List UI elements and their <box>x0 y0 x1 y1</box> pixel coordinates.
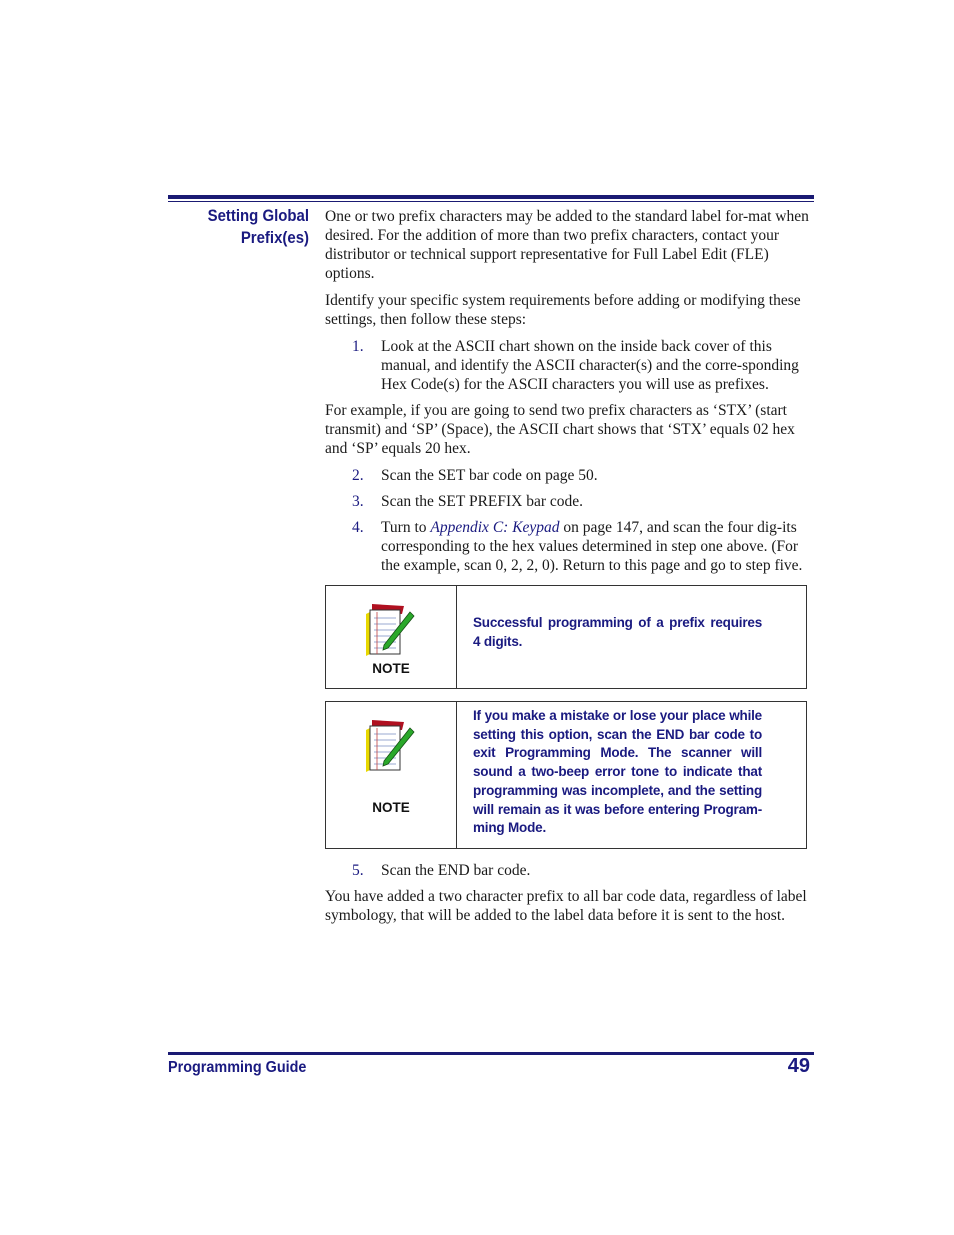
step-2 <box>325 466 815 485</box>
header-rule <box>168 195 814 202</box>
note-text: If you make a mistake or lose your place while setting this option, scan the END bar code to exit Programming Mode. The scanner will sound a two-beep error tone to indicate that programming was incomplete, and the setting will remain as it was before entering Program-ming Mode. <box>473 708 762 836</box>
section-heading-line1: Setting Global <box>207 206 309 225</box>
note-label: NOTE <box>372 661 410 676</box>
step-number: 5. <box>352 862 364 879</box>
step-text: Scan the END bar code. <box>381 862 531 879</box>
step-text: Scan the SET bar code on page 50. <box>381 467 598 484</box>
section-heading-line2: Prefix(es) <box>240 228 309 247</box>
step-number: 3. <box>352 493 364 510</box>
intro-paragraph-2: Identify your specific system requirements before adding or modifying these settings, then follow these steps: <box>325 292 801 328</box>
step-4 <box>325 518 815 575</box>
step-3 <box>325 492 815 511</box>
note-label: NOTE <box>372 800 410 815</box>
step-text: Scan the SET PREFIX bar code. <box>381 493 584 510</box>
step-5 <box>325 861 815 880</box>
step-text-post: on page 147, and scan the four dig-its corresponding to the hex values determined in step one above. (For the example, scan 0, 2, 2, 0). Return to this page and go to step five. <box>381 519 803 574</box>
step-number: 1. <box>352 338 364 355</box>
note-icon-cell <box>326 702 457 848</box>
notepad-pencil-icon <box>366 714 416 772</box>
footer-rule <box>168 1052 814 1055</box>
body-text <box>325 207 815 933</box>
step-1 <box>325 337 815 394</box>
closing-paragraph: You have added a two character prefix to all bar code data, regardless of label symbology, that will be added to the label data before it is sent to the host. <box>325 888 807 924</box>
note-box-2 <box>325 701 807 849</box>
example-paragraph: For example, if you are going to send two prefix characters as ‘STX’ (start transmit) and ‘SP’ (Space), the ASCII chart shows that ‘STX’ equals 02 hex and ‘SP’ equals 20 hex. <box>325 402 795 457</box>
step-number: 4. <box>352 519 364 536</box>
section-heading <box>169 205 309 249</box>
notepad-pencil-icon <box>366 598 416 656</box>
intro-paragraph-1: One or two prefix characters may be added to the standard label for-mat when desired. For the addition of more than two prefix characters, contact your distributor or technical support representative for Full Label Edit (FLE) options. <box>325 208 809 282</box>
footer-title: Programming Guide <box>168 1059 307 1076</box>
note-text: Successful programming of a prefix requires 4 digits. <box>473 615 762 649</box>
note-box-1 <box>325 585 807 689</box>
note-icon-cell <box>326 586 457 688</box>
appendix-c-keypad-link[interactable]: Appendix C: Keypad <box>430 519 560 536</box>
step-text: Look at the ASCII chart shown on the inside back cover of this manual, and identify the ASCII character(s) and the corre-sponding Hex Code(s) for the ASCII characters you will use as prefixes. <box>381 338 799 393</box>
page-number: 49 <box>787 1055 810 1077</box>
step-text-pre: Turn to <box>381 519 431 536</box>
step-number: 2. <box>352 467 364 484</box>
